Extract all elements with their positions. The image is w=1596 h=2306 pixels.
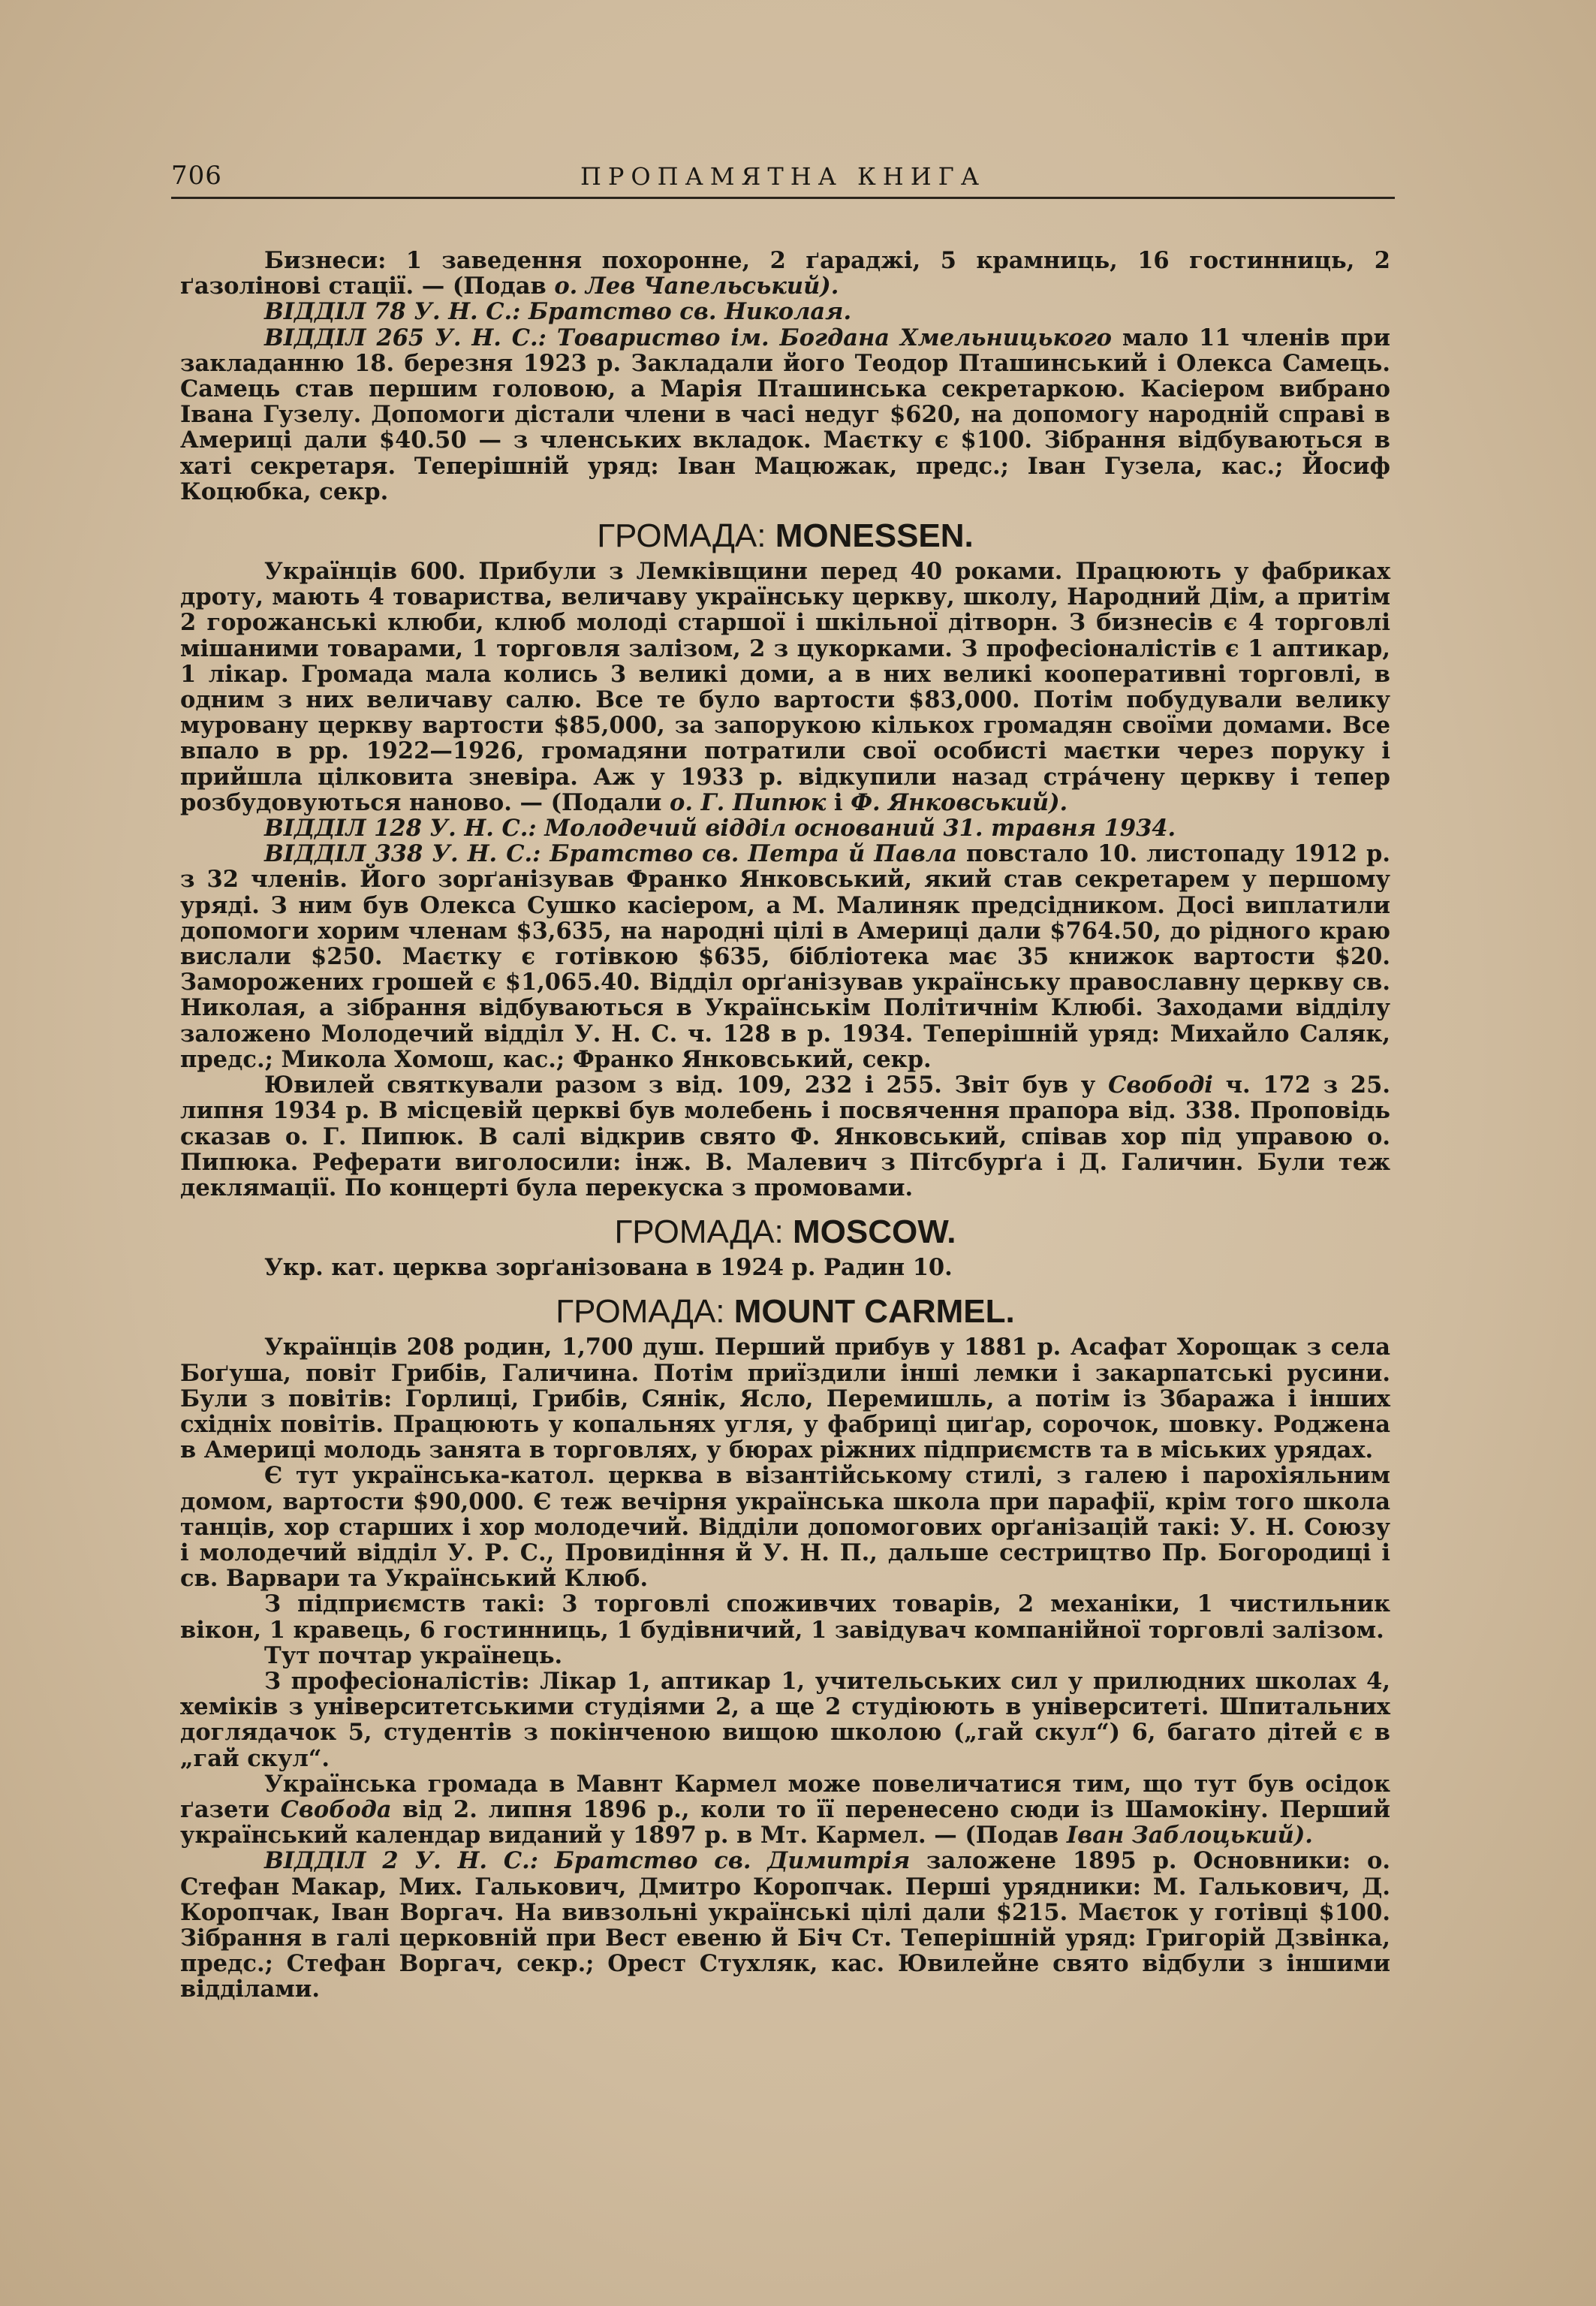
italic-text: ВІДДІЛ 128 У. Н. С.: Молодечий відділ оснований 31. травня 1934. — [264, 815, 1176, 843]
paragraph — [180, 1072, 1390, 1201]
text-run: Українців 208 родин, 1,700 душ. Перший прибув у 1881 р. Асафат Хорощак з села Боґуша, повіт Грибів, Галичина. Потім приїздили інші лемки і закарпатські русини. Були з повітів: Горлиці, Грибів, Сянік, Ясло, Перемишль, а потім із Збаража і інших східніх повітів. Працюють у копальнях угля, у фабриці циґар, сорочок, шовку. Роджена в Америці молодь занята в торговлях, у бюрах ріжних підприємств та в міських урядах. — [180, 1334, 1390, 1464]
page-number: 706 — [171, 161, 222, 191]
heading-label: ГРОМАДА: — [614, 1213, 784, 1251]
heading-place: MOUNT CARMEL. — [733, 1293, 1015, 1331]
header-rule — [171, 197, 1395, 199]
paragraph — [180, 1463, 1390, 1591]
text-run: З підприємств такі: 3 торговлі споживчих товарів, 2 механіки, 1 чистильник вікон, 1 кравець, 6 гостинниць, 1 будівничий, 1 завідувач компанійної торговлі залізом. — [180, 1590, 1390, 1644]
paragraph — [180, 325, 1390, 505]
paragraph — [180, 559, 1390, 815]
italic-text: ВІДДІЛ 338 У. Н. С.: Братство св. Петра й Павла — [264, 840, 957, 868]
italic-text: Свободі — [1108, 1072, 1213, 1099]
text-run: З професіоналістів: Лікар 1, аптикар 1, учительських сил у прилюдних школах 4, хеміків з університетськими студіями 2, а ще 2 студіюють в університеті. Шпитальних доглядачок 5, студентів з покінченою вищою школою („гай скул“) 6, багато дітей є в „гай скул“. — [180, 1667, 1390, 1772]
italic-text: о. Лев Чапельський). — [554, 273, 839, 300]
running-title: ПРОПАМЯТНА КНИГА — [580, 162, 986, 191]
page-header — [171, 156, 1395, 198]
paragraph — [180, 841, 1390, 1072]
paragraph — [180, 299, 1390, 324]
text-run: мало 11 членів при закладанню 18. березня 1923 р. Закладали його Теодор Пташинський і Олекса Самець. Самець став першим головою, а Марія Пташинська секретаркою. Касіером вибрано Івана Гузелу. Допомоги дістали члени в часі недуг $620, на допомогу народній справі в Америці дали $40.50 — з членських вкладок. Маєтку є $100. Зібрання відбуваються в хаті секретаря. Теперішній уряд: Іван Мацюжак, предс.; Іван Гузела, кас.; Йосиф Коцюбка, секр. — [180, 324, 1390, 505]
text-run: Українців 600. Прибули з Лемківщини перед 40 роками. Працюють у фабриках дроту, мають 4 товариства, величаву українську церкву, школу, Народний Дім, а притім 2 горожанські клюби, клюб молоді старшої і шкільної дітворн. З бизнесів є 4 торговлі мішаними товарами, 1 торговля залізом, 2 з цукорками. З професіоналістів є 1 аптикар, 1 лікар. Громада мала колись 3 великі доми, а в них великі кооперативні торговлі, в одним з них величаву салю. Все те було вартости $83,000. Потім побудували велику муровану церкву вартости $85,000, за запорукою кількох громадян своїми домами. Все впало в рр. 1922—1926, громадяни потратили свої особисті маєтки через поруку і прийшла цілковита зневіра. Аж у 1933 р. відкупили назад стрáчену церкву і тепер розбудовуються наново. — (Подали — [180, 558, 1390, 816]
italic-text: о. Г. Пипюк — [670, 788, 827, 816]
paragraph — [180, 248, 1390, 299]
paragraph — [180, 1591, 1390, 1642]
paragraph — [180, 1255, 1390, 1280]
italic-text: ВІДДІЛ 2 У. Н. С.: Братство св. Димитрія — [264, 1847, 911, 1875]
text-run: заложене 1895 р. Основники: о. Стефан Макар, Мих. Галькович, Дмитро Коропчак. Перші урядники: М. Галькович, Д. Коропчак, Іван Воргач. На вивзольні українські цілі дали $215. Маєток у готівці $100. Зібрання в галі церковній при Вест евеню й Біч Ст. Теперішній уряд: Григорій Дзвінка, предс.; Стефан Воргач, секр.; Орест Стухляк, кас. Ювилейне свято відбули з іншими відділами. — [180, 1847, 1390, 2003]
italic-text: ВІДДІЛ 265 У. Н. С.: Товариство ім. Богдана Хмельницького — [264, 324, 1113, 351]
paragraph — [180, 815, 1390, 841]
text-run: ч. 172 з 25. липня 1934 р. В місцевій церкві був молебень і посвячення прапора від. 338. Проповідь сказав о. Г. Пипюк. В салі відкрив свято Ф. Янковський, співав хор під управою о. Пипюка. Реферати виголосили: інж. В. Малевич з Пітсбурґа і Д. Галичин. Були теж деклямації. По концерті була перекуска з промовами. — [180, 1072, 1390, 1201]
heading-place: MOSCOW. — [792, 1213, 956, 1251]
community-heading — [180, 1294, 1390, 1330]
heading-label: ГРОМАДА: — [556, 1293, 725, 1331]
page-body — [180, 248, 1390, 2003]
paragraph — [180, 1643, 1390, 1668]
paragraph — [180, 1668, 1390, 1771]
text-run: Тут почтар українець. — [264, 1641, 563, 1669]
text-run: повстало 10. листопаду 1912 р. з 32 членів. Його зорґанізував Франко Янковський, який став секретарем у першому уряді. З ним був Олекса Сушко касіером, а М. Малиняк предсідником. Досі виплатили допомоги хорим членам $3,635, на народні цілі в Америці дали $764.50, до рідного краю вислали $250. Маєтку є готівкою $635, бібліотека має 35 книжок вартости $20. Заморожених грошей є $1,065.40. Відділ орґанізував українську православну церкву св. Николая, а зібрання відбуваються в Українськім Політичнім Клюбі. Заходами відділу заложено Молодечий відділ У. Н. С. ч. 128 в р. 1934. Теперішній уряд: Михайло Саляк, предс.; Микола Хомош, кас.; Франко Янковський, секр. — [180, 840, 1390, 1073]
heading-place: MONESSEN. — [775, 517, 974, 555]
text-run: Бизнеси: 1 заведення похоронне, 2 ґараджі, 5 крамниць, 16 гостинниць, 2 ґазолінові стації. — (Подав — [180, 247, 1390, 300]
italic-text: Свобода — [280, 1795, 392, 1823]
text-run: Українська громада в Мавнт Кармел може повеличатися тим, що тут був осідок ґазети — [180, 1770, 1390, 1823]
community-heading — [180, 1214, 1390, 1250]
text-run: Укр. кат. церква зорґанізована в 1924 р. Радин 10. — [264, 1254, 953, 1282]
paragraph — [180, 1771, 1390, 1849]
italic-text: ВІДДІЛ 78 У. Н. С.: Братство св. Николая. — [264, 298, 852, 326]
text-run: Ювилей святкували разом з від. 109, 232 і 255. Звіт був у — [264, 1072, 1109, 1099]
text-run: і — [826, 788, 851, 816]
text-run: від 2. липня 1896 р., коли то її перенесено сюди із Шамокіну. Перший український календар виданий у 1897 р. в Мт. Кармел. — (Подав — [180, 1795, 1390, 1849]
community-heading — [180, 518, 1390, 554]
italic-text: Ф. Янковський). — [851, 788, 1068, 816]
heading-label: ГРОМАДА: — [597, 517, 766, 555]
paragraph — [180, 1848, 1390, 2002]
text-run: Є тут українська-катол. церква в візантійському стилі, з галею і парохіяльним домом, вартости $90,000. Є теж вечірня українська школа при парафії, крім того школа танців, хор старших і хор молодечий. Відділи допомогових орґанізацій такі: У. Н. Союзу і молодечий відділ У. Р. С., Провидіння й У. Н. П., дальше сестрицтво Пр. Богородиці і св. Варвари та Український Клюб. — [180, 1462, 1390, 1593]
paragraph — [180, 1334, 1390, 1463]
italic-text: Іван Заблоцький). — [1066, 1822, 1313, 1849]
